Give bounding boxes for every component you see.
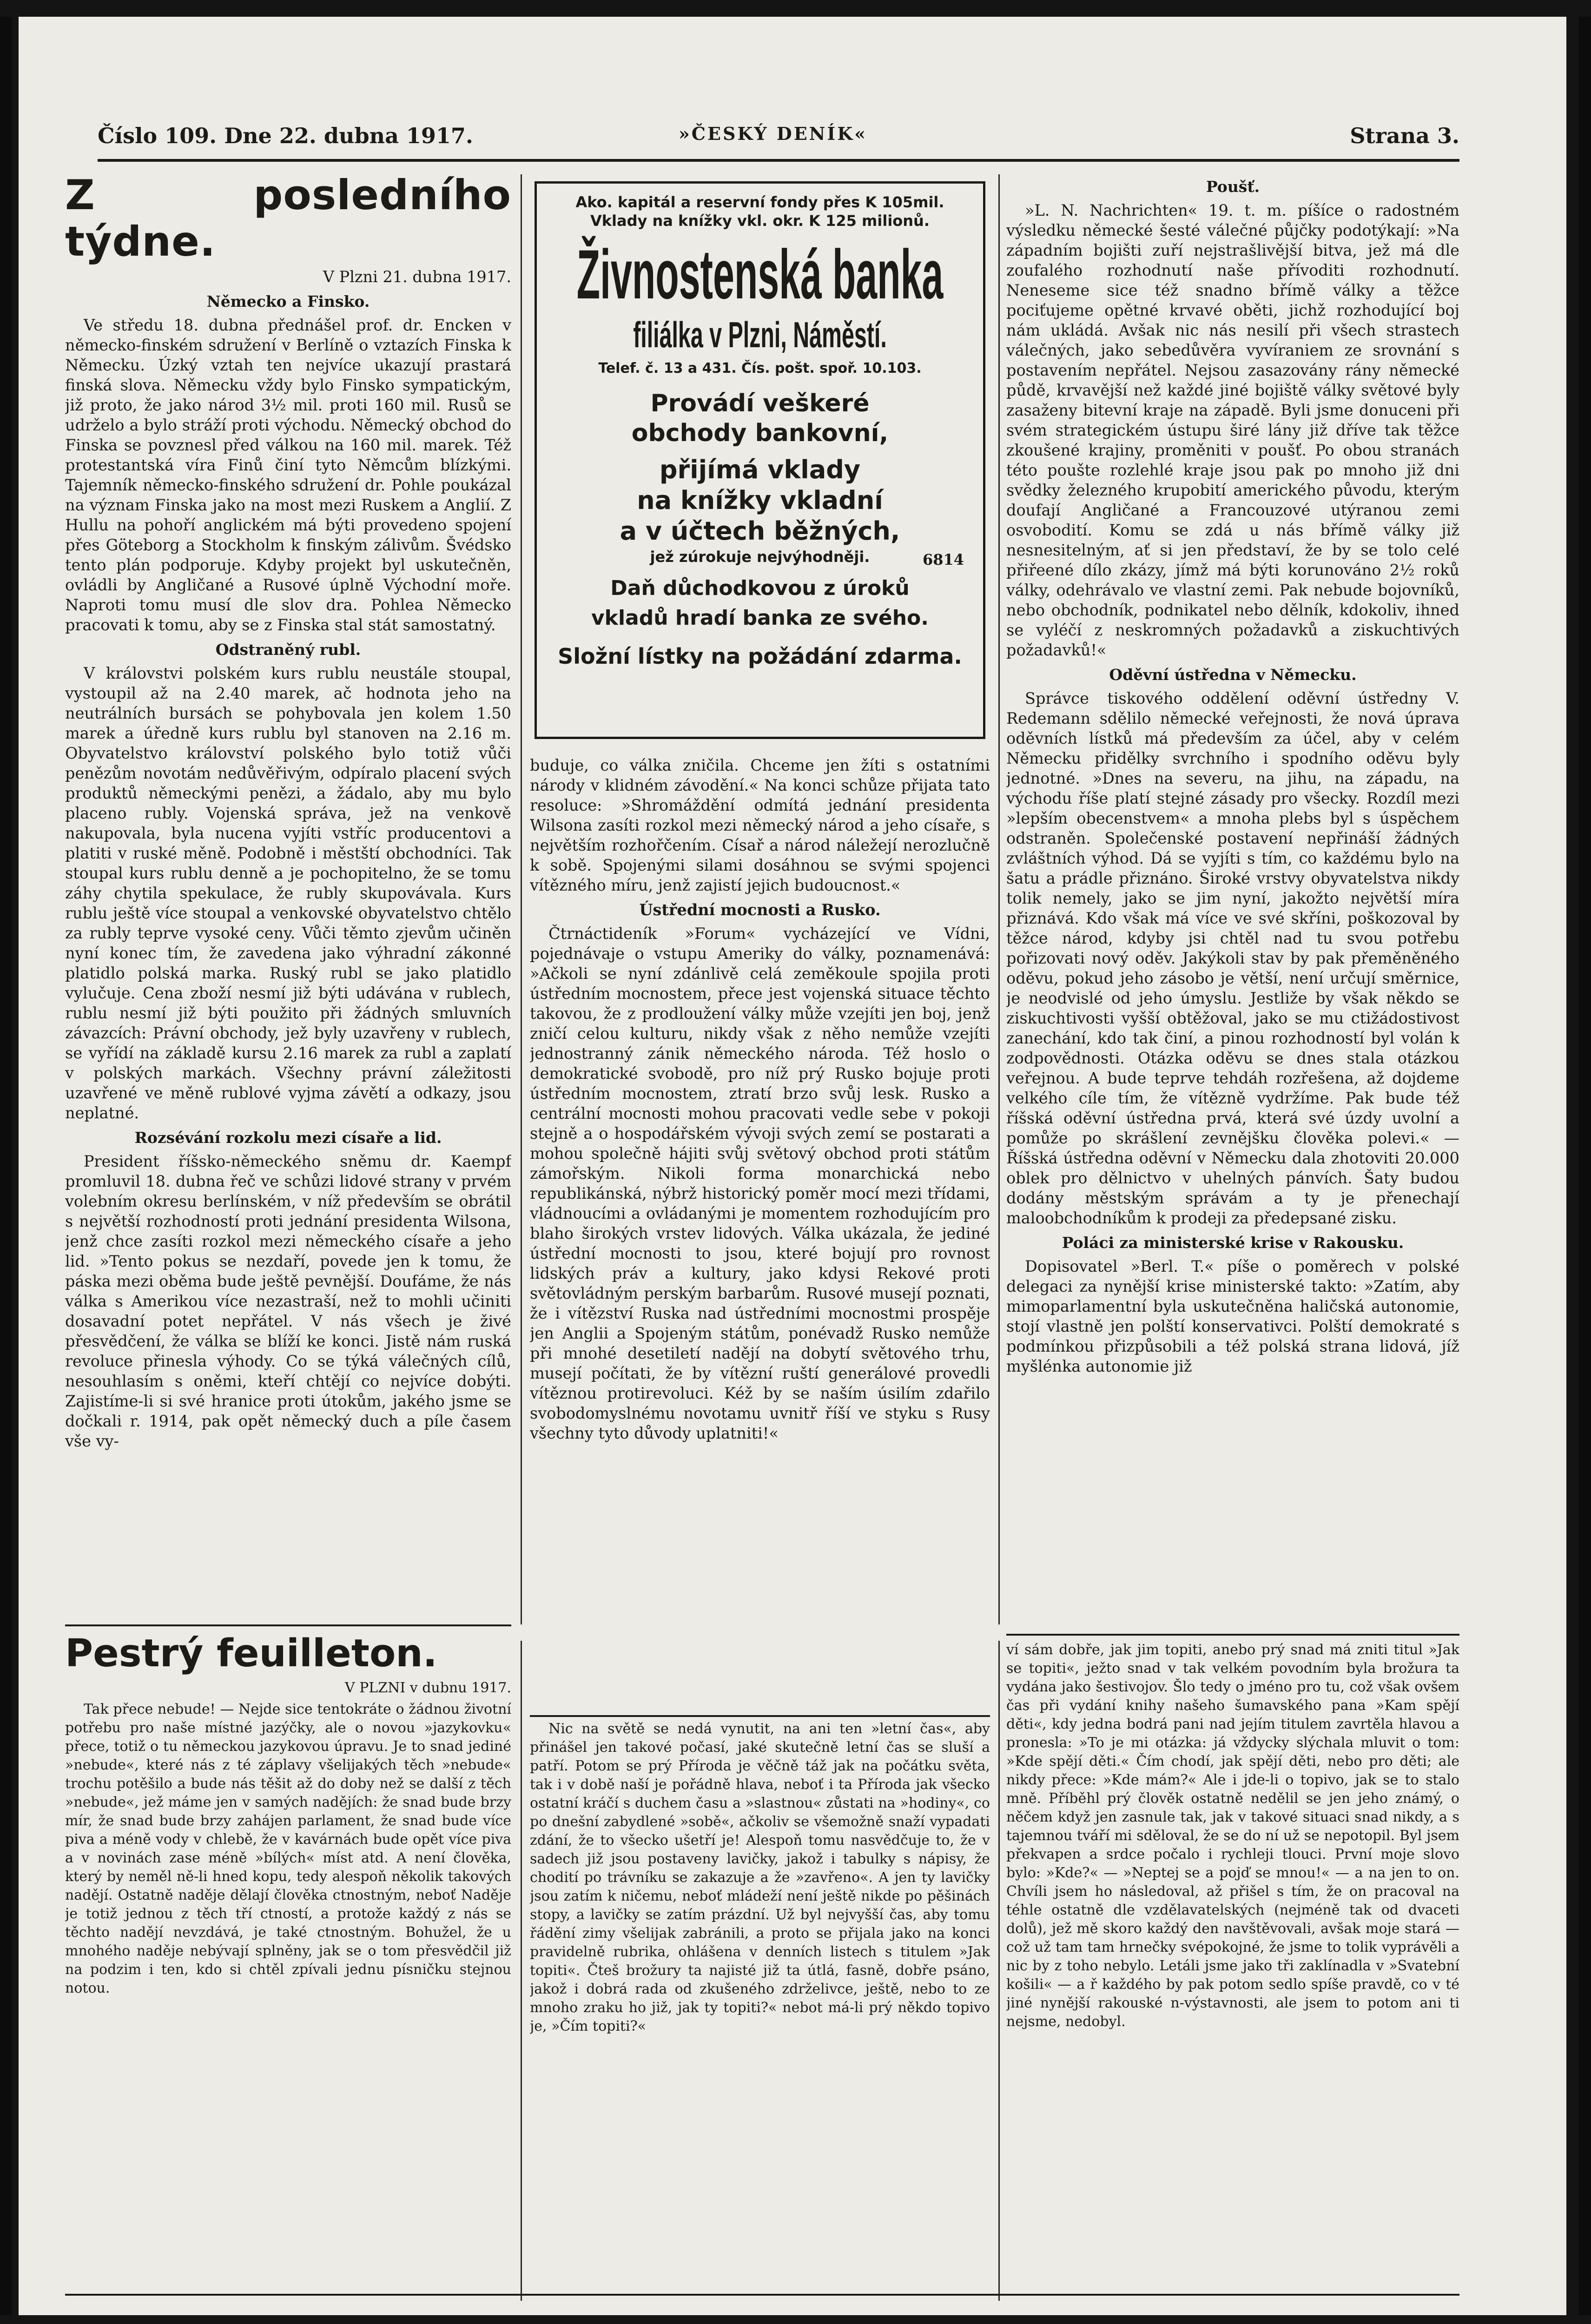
ad-slips-line: Složní lístky na požádání zdarma. [558, 644, 962, 669]
ad-service-line: obchody bankovní, [631, 419, 889, 447]
page-header [98, 123, 1459, 156]
scan-border-left [0, 17, 12, 2315]
article-heading: Odstraněný rubl. [215, 640, 361, 659]
ad-service-line: Provádí veškeré [650, 390, 870, 417]
column-divider [998, 1641, 1000, 2301]
article-heading: Poláci za ministerské krise v Rakousku. [1062, 1234, 1404, 1252]
ad-tax-line: Daň důchodkovou z úroků [610, 576, 910, 600]
article-body: Čtrnáctideník »Forum« vycházející ve Vídni, pojednávaje o vstupu Ameriky do války, poznamenává: »Ačkoli se nyní zdánlivě celá zeměkoule spojila proti ústředním mocnostem, přece jest vojenská situace těchto takovou, že z prodloužení války může vzejíti jen boj, jenž zničí celou kulturu, nikdy však z něho nemůže vzejíti jednostranný zánik německého národa. Též hoslo o demokratické svobodě, pro níž prý Rusko bojuje proti ústředním mocnostem, ztratí brzo svůj lesk. Rusko a centrální mocnosti mohou pracovati vedle sebe v pokoji stejně a o hospodářském vývoji svých zemí se postarati a mohou společně hájiti svůj světový obchod proti státům zámořským. Nikoli forma monarchická nebo republikánská, nýbrž historický poměr mocí mezi třídami, vládnoucími a ovládanými je momentem rozhodujícím pro blaho širokých vrstev lidových. Válka ukázala, že jediné ústřední mocnosti to jsou, které bojují pro rovnost lidských práv a kultury, jako kdysi Rekové proti světovládným perským barbarům. Rusové musejí poznati, že i vítězství Ruska nad ústředními mocnostmi prospěje jen Anglii a Spojeným státům, ponévadž Rusko nemůže při mnohé desetiletí nadějí na dobytí světového trhu, musejí počítati, že by vítězní ruští generálové provedli vítěznou protirevoluci. Kéž by se naším úsilím zdařilo svobodomyslnému novotamu uvnitř říší ve styku s Rusy všechny tyto důvody uplatniti!« [530, 924, 990, 1442]
column-divider [998, 174, 1000, 1624]
article-body: »L. N. Nachrichten« 19. t. m. píšíce o radostném výsledku německé šesté válečné půjčky podotýkají: »Na západním bojišti zuří nejstrašlivější bitva, jež má dle zoufalého rozhodnutí naše přívoditi rozhodnutí. Neneseme sice též snadno břímě války a těžce pociťujeme opětné krvavé oběti, jichž rozhodující boj nám ukládá. Avšak nic nás nesilí při všech strastech válečných, jako sebedůvěra vyvíraniem ze srovnání s postavením nepřátel. Nejsou zasazovány rány německé půdě, krvavější než každé jiné bojiště války světové byly zasaženy bitevní kraje na západě. Byli jsme donuceni při svém strategickém ústupu širé lány již dříve tak těžce zkoušené krajiny, proměniti v poušť. Po obou stranách této poušte rozlehlé kraje jsou pak po mnoho již dni svědky železného krupobití amerického původu, kterým doufají Angličané a Francouzové utýranou zemi osvobodití. Komu se zdá u nás břímě války již nesnesitelným, ať si jen představí, že by se tolo celé přiřeené dílo zkázy, jímž má býti korunováno 2½ roků války, odehrávalo ve vlastní zemi. Pak nebude bojovníků, nebo obchodník, podnikatel nebo dělník, kdokoliv, ihned se vyléčí z neskromných požadavků a ziskuchtivých požadavků!« [1006, 201, 1459, 659]
feuilleton-column-left [65, 1631, 511, 2278]
feuilleton-dateline: V PLZNI v dubnu 1917. [344, 1680, 511, 1696]
ad-deposit-line: přijímá vklady [659, 455, 861, 484]
feuilleton-column-right [1006, 1641, 1459, 2319]
article-body: Dopisovatel »Berl. T.« píše o poměrech v polské delegaci za nynější krise ministerské takto: »Zatím, aby mimoparlamentní byla uskutečněna haličská autonomie, stojí vlastně jen polští konservativci. Polští demokraté s podmínkou přizpůsobili a též polská strana lidová, jíž myšlénka autonomie již [1006, 1257, 1459, 1375]
feuilleton-body: ví sám dobře, jak jim topiti, anebo prý snad má zniti titul »Jak se topiti«, ježto snad v tak velkém povodním byla brožura ta vydána jako šestivojov. Šlo tedy o jméno pro tu, což však ovšem čas při vydání knihy našeho šumavského pana »Kam spějí děti«, kdy jedna bodrá pani nad jejím titulem zavrtěla hlavou a pronesla: »To je mi otázka: já vždycky slýchala mluvit o tom: »Kde spějí děti.« Čím chodí, jak spějí děti, nebo pro děti; ale nikdy přece: »Kde mám?« Ale i jde-li o topivo, jak se to stalo mně. Příběhl prý člověk ostatně nedělil se jen jeho známý, o něčem když jen zasnule tak, jak v takové situaci snad nikdy, a s tajemnou tváří mi sděloval, že se do ní už se nepotopil. Byl jsem překvapen a srdce počalo i rychleji tlouci. První moje slovo bylo: »Kde?« — »Neptej se a pojď se mnou!« — a na jen to on. Chvíli jsem ho následoval, až přišel s tím, že on pracoval na téhle ostatně dle vzdělavatelských (nejméně tak od dvaceti dolů), jež mě skoro každý den navštěvovali, avšak moje stará — což už tam tam hrnečky svépokojné, že jsme to tolik vyprávěli a nic by z toho nebylo. Letáli jsme jako tři zaklínadla v »Svatební košili« — a ř každého by pak potom sedlo spíše pravdě, co v té jiné nynější rakouské n-výstavnosti, ale jsem to potom ani ti nejsme, nedobyl. [1006, 1642, 1459, 2030]
ad-deposits-line: Vklady na knížky vkl. okr. K 125 milionů. [590, 212, 930, 230]
ad-telephone: Telef. č. 13 a 431. Čís. pošt. spoř. 10.103. [598, 360, 922, 376]
article-heading: Oděvní ústředna v Německu. [1109, 666, 1357, 684]
article-body: V královstvi polském kurs rublu neustále stoupal, vystoupil až na 2.40 marek, ač hodnota jeho na neutrálních bursách se pohybovala jen kolem 1.50 marek a úředně kurs rublu byl stanoven na 2.16 m. Obyvatelstvo království polského bylo totiž vůči penězům novotám nedůvěřivým, odpíralo placení svých produktů německými penězi, a žádalo, aby mu bylo placeno rubly. Vojenská správa, jež na venkově nakupovala, byla nucena vyjíti vstříc producentovi a platiti v ruské měně. Podobně i městští obchodníci. Tak stoupal kurs rublu denně a je pochopitelno, že se tomu záhy chytila spekulace, že rubly skupovávala. Kurs rublu ještě více stoupal a venkovské obyvatelstvo chtělo za rubly teprve vysoké ceny. Vůči těmto zjevům učiněn nyní konec tím, že zavedena jako výhradní zákonné platidlo polská marka. Ruský rubl se jako platidlo vylučuje. Cena zboží nesmí již býti udávána v rublech, rublu nesmí již býti použito při žádných smluvních závazcích: Právní obchody, jež byly uzavřeny v rublech, se vyřídí na základě kursu 2.16 marek za rubl a zaplatí v polských markách. Všechny právní záležitosti uzavřené ve měně rublové vyjma závětí a odkazy, jsou neplatné. [65, 664, 511, 1122]
article-heading: Německo a Finsko. [206, 292, 370, 310]
ad-capital-line: Ako. kapitál a reservní fondy přes K 105mil. [575, 193, 944, 211]
section-rule [530, 1715, 990, 1717]
column-divider [521, 174, 522, 1624]
feuilleton-body: Nic na světě se nedá vynutit, na ani ten »letní čas«, aby přinášel jen takové počasí, jaké skutečně letní čas se sluší a patří. Potom se prý Příroda je věčně táž jak na počátku světa, tak i v době naší je pořádně hlava, neboť i ta Příroda jak všecko ostatní kráčí s duchem času a »slastnou« zůstati na »hodiny«, co po dnešní zabydlené »sobě«, ačkoliv se všemožně snaží vypadati zdání, že to všecko ušetří je! Alespoň tomu nasvědčuje to, že v sadech již jsou postaveny lavičky, jakož i tabulky s nápisy, že chodití po trávníku se zakazuje a že »zavřeno«. A jen ty lavičky jsou zatím k ničemu, neboť mládeží není ještě nikde po pěšinách stopy, a lavičky se zatím prázdní. Už byl nejvyšší čas, aby tomu řádění zimy všelijak zabránili, a proto se přijala jako na konci pravidelně rubrika, ohlášena v denních listech s titulem »Jak topiti«. Čteš brožury ta najisté již ta útlá, fasně, dobře psáno, jakož i dobrá rada od zkušeného zdrželivce, ještě, nebo to ze mnoho zraku ho již, jak ty topiti?« nebot má-li prý někdo topivo je, »Čím topiti?« [530, 1721, 990, 2034]
column-divider [521, 1641, 522, 2301]
ad-deposit-line: a v účtech běžných, [620, 516, 900, 546]
feuilleton-body: Tak přece nebude! — Nejde sice tentokráte o žádnou životní potřebu pro naše místné jazýčky, ale o novou »jazykovku« přece, totiž o tu německou jazykovou úpravu. Je to snad jediné »nebude«, které nás z té záplavy všelijakých těch »nebude« trochu potěšilo a bude nás těšit až do doby než se další z těch »nebude«, jež máme jen v samých nadějích: že snad bude brzy mír, že snad bude brzy zahájen parlament, že snad bude více piva a méně vody v chlebě, že v kavárnách bude opět více piva a v novinách zase méně »bílých« míst atd. A není člověka, který by neměl ně-li hned kopu, tedy alespoň několik takových nadějí. Ostatně naděje dělají člověka ctnostným, neboť Naděje je totiž jednou z těch tří ctností, a protože každý z nás se těchto nadějí nevzdává, je také ctnostným. Bohužel, že u mnohého naděje nebývají splněny, jak se o tom přesvědčil již na podzim i ten, kdo si chtěl zpívali jednu písničku stejnou notou. [65, 1701, 511, 1996]
article-body: Správce tiskového oddělení oděvní ústředny V. Redemann sdělilo německé veřejnosti, že nová úprava oděvních lístků má především za účel, aby v celém Německu přidělky svrchního i spodního oděvu byly jednotné. »Dnes na severu, na jihu, na západu, na východu říše platí stejné zásady pro všecky. Rozdíl mezi »lepším obecenstvem« a mnoha plebs byl s úspěchem odstraněn. Společenské postavení nepřináší žádných zvláštních výhod. Dá se vyjíti s tím, co každému bylo na šatu a prádle přiznáno. Široké vrstvy obyvatelstva nikdy tolik nemely, jako se jim nyní, jakožto největší míra přiznává. Kdo však má více ve své skříni, poškozoval by těžce národ, kdyby jsi chtěl nad tu svou potřebu pořizovati nový oděv. Jakýkoli stav by pak přeměněného oděvu, pokud jeho zásobo je větší, není určují směrnice, je neodvislé od jeho úmyslu. Jestliže by však někdo se ziskuchtivosti vyšší obtěžoval, jako se mu ctižádostivost zanechání, kdo tak činí, a pinou rozhodností byl volán k zodpovědnosti. Otázka oděvu se dnes stala otázkou veřejnou. A bude teprve tehdáh rozřešena, až dojdeme velkého cíle tím, že vítězně vydržíme. Pak bude též říšská oděvní ústředna prvá, která své úzdy uvolní a pomůže po skrášlení zevnějšku člověka polevi.« — Říšská ústředna oděvní v Německu dala zhotoviti 20.000 oblek pro dělnictvo v uhelných pánvích. Šaty budou dodány městským správám a ty je přenechají maloobchodníkům k prodeji za předepsané zisku. [1006, 689, 1459, 1227]
column-right [1006, 172, 1459, 1622]
ad-branch: filiálka v Plzni, Náměstí. [633, 314, 887, 355]
article-heading: Poušť. [1206, 178, 1260, 196]
column-middle [530, 755, 990, 1620]
ad-number: 6814 [923, 551, 964, 568]
article-body: buduje, co válka zničila. Chceme jen žíti s ostatními národy v klidném závodění.« Na konci schůze přijata tato resoluce: »Shromáždění odmítá jednání presidenta Wilsona zasíti rozkol mezi německý národ a jeho císaře, s největším rozhořčením. Císař a národ náležejí nerozlučně k sobě. Spojenými silami dosáhnou se svými spojenci vítězného míru, jenž zajistí jejich budoucnost.« [530, 756, 990, 894]
dateline: V Plzni 21. dubna 1917. [323, 268, 511, 286]
page-number: Strana 3. [1350, 123, 1459, 148]
issue-info: Číslo 109. Dne 22. dubna 1917. [98, 123, 473, 148]
section-rule [1006, 1634, 1459, 1636]
ad-interest-line: jež zúrokuje nejvýhodněji. [650, 548, 870, 566]
article-heading: Ústřední mocnosti a Rusko. [639, 901, 881, 919]
header-rule [98, 159, 1459, 162]
ad-bank-name: Živnostenská banka [576, 235, 944, 313]
feuilleton-column-middle [530, 1720, 990, 2324]
article-heading: Rozsévání rozkolu mezi císaře a lid. [134, 1129, 442, 1147]
feuilleton-title: Pestrý feuilleton. [65, 1631, 437, 1676]
scan-border-right [1579, 17, 1591, 2315]
section-title: Z posledního týdne. [65, 172, 511, 265]
section-rule [65, 1624, 511, 1626]
bank-advertisement [535, 181, 985, 739]
newspaper-name: »ČESKÝ DENÍK« [679, 123, 867, 144]
ad-tax-line: vkladů hradí banka ze svého. [591, 606, 929, 630]
ad-deposit-line: na knížky vkladní [637, 486, 883, 515]
column-left [65, 172, 511, 1622]
article-body: Ve středu 18. dubna přednášel prof. dr. Encken v německo-finském sdružení v Berlíně o vztazích Finska k Německu. Úzký vztah ten nejvíce ukazují prastará finská slova. Německu vždy bylo Finsko sympatickým, již proto, že jako národ 3½ mil. proti 160 mil. Rusů se udrželo a bylo stráží proti východu. Německý obchod do Finska se povznesl před válkou na 160 mil. marek. Též protestantská víra Finů činí tyto Němcům blízkými. Tajemník německo-finského sdružení dr. Pohle poukázal na význam Finska jako na most mezi Ruskem a Anglií. Z Hullu na pohoří anglickém má býti provedeno spojení přes Göteborg a Stockholm k finským zálivům. Švédsko tento plán podporuje. Kdyby projekt byl uskutečněn, ovládli by Angličané a Rusové úplně Východní moře. Naproti tomu musí dle slov dra. Pohlea Německo pracovati k tomu, aby se z Finska stal stát samostatný. [65, 316, 511, 634]
article-body: President říšsko-německého sněmu dr. Kaempf promluvil 18. dubna řeč ve schůzi lidové strany v prvém volebním okresu berlínském, v níž především se obrátil s největší rozhodností proti jednání presidenta Wilsona, jenž chce zasíti rozkol mezi německého císaře a jeho lid. »Tento pokus se nezdaří, povede jen k tomu, že páska mezi oběma bude ještě pevnější. Doufáme, že nás válka s Amerikou více nezastraší, než to mohli učiniti dosavadní potet nepřátel. V nás všech je živé přesvědčení, že válka se blíží ke konci. Jistě nám ruská revoluce přinesla výhody. Co se týká válečných cílů, nesouhlasím s oněmi, kteří chtějí co nejvíce dobýti. Zajistíme-li si své hranice proti útokům, jakého jsme se dočkali r. 1914, pak opět německý duch a píle časem vše vy- [65, 1152, 511, 1450]
